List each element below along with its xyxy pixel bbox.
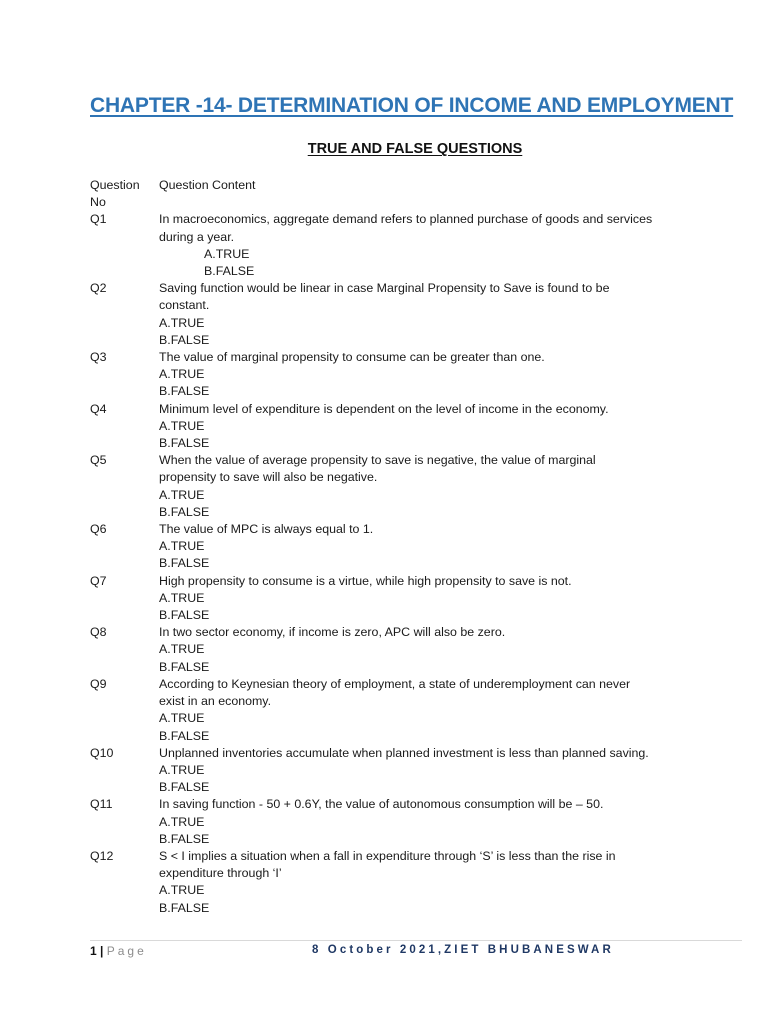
question-body: [159, 401, 690, 453]
question-body: [159, 349, 690, 401]
option-false: B.FALSE: [159, 780, 210, 795]
option-true: A.TRUE: [159, 590, 205, 605]
option-false: B.FALSE: [159, 504, 210, 519]
question-row: [90, 280, 690, 349]
question-no-header-line: Question: [90, 178, 140, 192]
question-text-line: When the value of average propensity to save is negative, the value of marginal: [159, 453, 596, 468]
question-number: Q6: [90, 522, 107, 537]
option-false: B.FALSE: [159, 556, 210, 571]
question-text-line: during a year.: [159, 229, 235, 244]
question-text-line: constant.: [159, 298, 210, 313]
question-text-line: Unplanned inventories accumulate when planned investment is less than planned saving.: [159, 745, 649, 760]
question-row: [90, 573, 690, 625]
question-text-line: Saving function would be linear in case Marginal Propensity to Save is found to be: [159, 281, 610, 296]
page-number-separator: |: [96, 944, 107, 958]
question-row: [90, 521, 690, 573]
option-true: A.TRUE: [159, 814, 205, 829]
page-number-value: 1: [90, 944, 97, 958]
option-true: A.TRUE: [204, 246, 250, 261]
question-row: [90, 848, 690, 917]
option-false: B.FALSE: [159, 659, 210, 674]
option-false: B.FALSE: [159, 900, 210, 915]
option-true: A.TRUE: [159, 367, 205, 382]
question-body: [159, 211, 690, 280]
page-number: [90, 944, 147, 958]
question-text-line: In saving function - 50 + 0.6Y, the value of autonomous consumption will be – 50.: [159, 797, 604, 812]
question-number: Q2: [90, 281, 107, 296]
option-true: A.TRUE: [159, 883, 205, 898]
question-row: [90, 676, 690, 745]
section-title: TRUE AND FALSE QUESTIONS: [307, 141, 523, 157]
question-row: [90, 624, 690, 676]
chapter-title: CHAPTER -14- DETERMINATION OF INCOME AND EMPLOYMENT: [90, 94, 734, 117]
question-body: [159, 280, 690, 349]
question-number: Q12: [90, 848, 114, 863]
question-no-header-line: No: [90, 195, 106, 210]
option-false: B.FALSE: [159, 608, 210, 623]
option-true: A.TRUE: [159, 315, 205, 330]
option-false: B.FALSE: [159, 436, 210, 451]
option-true: A.TRUE: [159, 418, 205, 433]
question-body: [159, 676, 690, 745]
question-number: Q5: [90, 453, 107, 468]
footer-divider: [90, 940, 742, 941]
option-false: B.FALSE: [159, 728, 210, 743]
question-text-line: The value of MPC is always equal to 1.: [159, 522, 374, 537]
option-false: B.FALSE: [159, 831, 210, 846]
option-false: B.FALSE: [204, 264, 255, 279]
option-true: A.TRUE: [159, 711, 205, 726]
question-number: Q8: [90, 625, 107, 640]
question-text-line: In two sector economy, if income is zero, APC will also be zero.: [159, 625, 506, 640]
footer-date-organization: 8 October 2021,ZIET BHUBANESWAR: [312, 944, 614, 956]
question-number: Q10: [90, 745, 114, 760]
question-text-line: High propensity to consume is a virtue, while high propensity to save is not.: [159, 573, 572, 588]
question-body: [159, 573, 690, 625]
question-row: [90, 211, 690, 280]
question-row: [90, 796, 690, 848]
option-true: A.TRUE: [159, 762, 205, 777]
question-list: [90, 177, 690, 917]
question-text-line: The value of marginal propensity to consume can be greater than one.: [159, 350, 545, 365]
option-true: A.TRUE: [159, 642, 205, 657]
question-text-line: According to Keynesian theory of employment, a state of underemployment can never: [159, 676, 631, 691]
option-true: A.TRUE: [159, 539, 205, 554]
question-content-header-text: Question Content: [159, 178, 256, 192]
question-header-row: [90, 177, 690, 211]
question-text-line: propensity to save will also be negative.: [159, 470, 378, 485]
question-body: [159, 848, 690, 917]
option-false: B.FALSE: [159, 332, 210, 347]
question-number: Q1: [90, 212, 107, 227]
question-text-line: expenditure through ‘I’: [159, 866, 282, 881]
option-true: A.TRUE: [159, 487, 205, 502]
question-body: [159, 452, 690, 521]
question-number: Q7: [90, 573, 107, 588]
question-content-header: [159, 177, 690, 194]
question-row: [90, 745, 690, 797]
question-row: [90, 452, 690, 521]
question-text-line: exist in an economy.: [159, 694, 272, 709]
page-label: Page: [106, 944, 147, 958]
question-number: Q9: [90, 676, 107, 691]
question-body: [159, 745, 690, 797]
option-false: B.FALSE: [159, 384, 210, 399]
question-number: Q3: [90, 350, 107, 365]
question-text-line: S < I implies a situation when a fall in expenditure through ‘S’ is less than the rise in: [159, 848, 616, 863]
question-row: [90, 349, 690, 401]
question-body: [159, 521, 690, 573]
question-body: [159, 796, 690, 848]
question-text-line: Minimum level of expenditure is dependent on the level of income in the economy.: [159, 401, 609, 416]
question-text-line: In macroeconomics, aggregate demand refers to planned purchase of goods and services: [159, 212, 653, 227]
question-body: [159, 624, 690, 676]
question-no-header: [90, 177, 159, 211]
question-number: Q11: [90, 797, 113, 812]
question-number: Q4: [90, 401, 107, 416]
question-row: [90, 401, 690, 453]
